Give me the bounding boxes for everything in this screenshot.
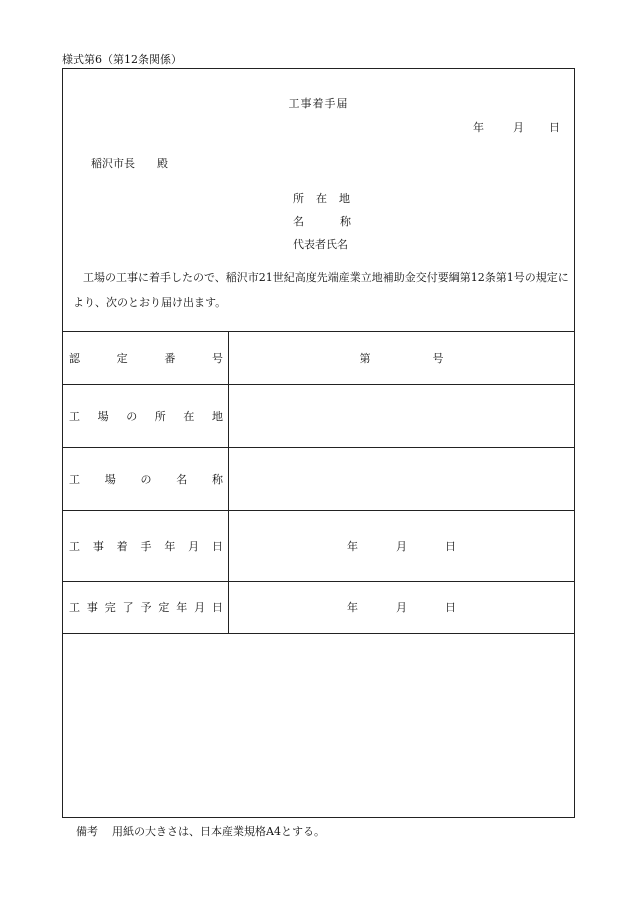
start-date-value[interactable]: 年 月 日 <box>347 539 456 553</box>
applicant-name-label: 名 称 <box>293 215 351 228</box>
date-month-label: 月 <box>513 121 524 134</box>
footnote-label: 備考 <box>76 825 98 838</box>
factory-name-value[interactable] <box>229 447 574 510</box>
factory-name-label: 工 場 の 名 称 <box>69 472 223 486</box>
addressee-honorific: 殿 <box>157 157 168 170</box>
cert-number-label: 認 定 番 号 <box>69 351 223 365</box>
completion-date-label: 工 事 完 了 予 定 年 月 日 <box>69 601 223 614</box>
factory-location-value[interactable] <box>229 384 574 447</box>
cert-number-value[interactable]: 第 号 <box>359 351 444 365</box>
submission-date <box>473 119 560 135</box>
date-year-label: 年 <box>473 121 484 134</box>
addressee <box>91 155 168 171</box>
declaration-text: 工場の工事に着手したので、稲沢市21世紀高度先端産業立地補助金交付要綱第12条第1号の規定により、次のとおり届け出ます。 <box>73 271 569 309</box>
addressee-name: 稲沢市長 <box>91 157 135 170</box>
footnote <box>76 823 325 839</box>
form-number-label: 様式第6（第12条関係） <box>62 53 182 66</box>
date-day-label: 日 <box>549 121 560 134</box>
footnote-text: 用紙の大きさは、日本産業規格A4とする。 <box>112 825 325 838</box>
form-title: 工事着手届 <box>288 97 349 110</box>
factory-location-label: 工 場 の 所 在 地 <box>69 409 223 423</box>
form-frame <box>62 68 575 818</box>
applicant-address-label: 所 在 地 <box>293 192 350 205</box>
completion-date-value[interactable]: 年 月 日 <box>347 601 456 614</box>
blank-remarks-area[interactable] <box>63 634 574 817</box>
applicant-representative-label: 代表者氏名 <box>293 238 348 251</box>
start-date-label: 工 事 着 手 年 月 日 <box>69 539 223 553</box>
